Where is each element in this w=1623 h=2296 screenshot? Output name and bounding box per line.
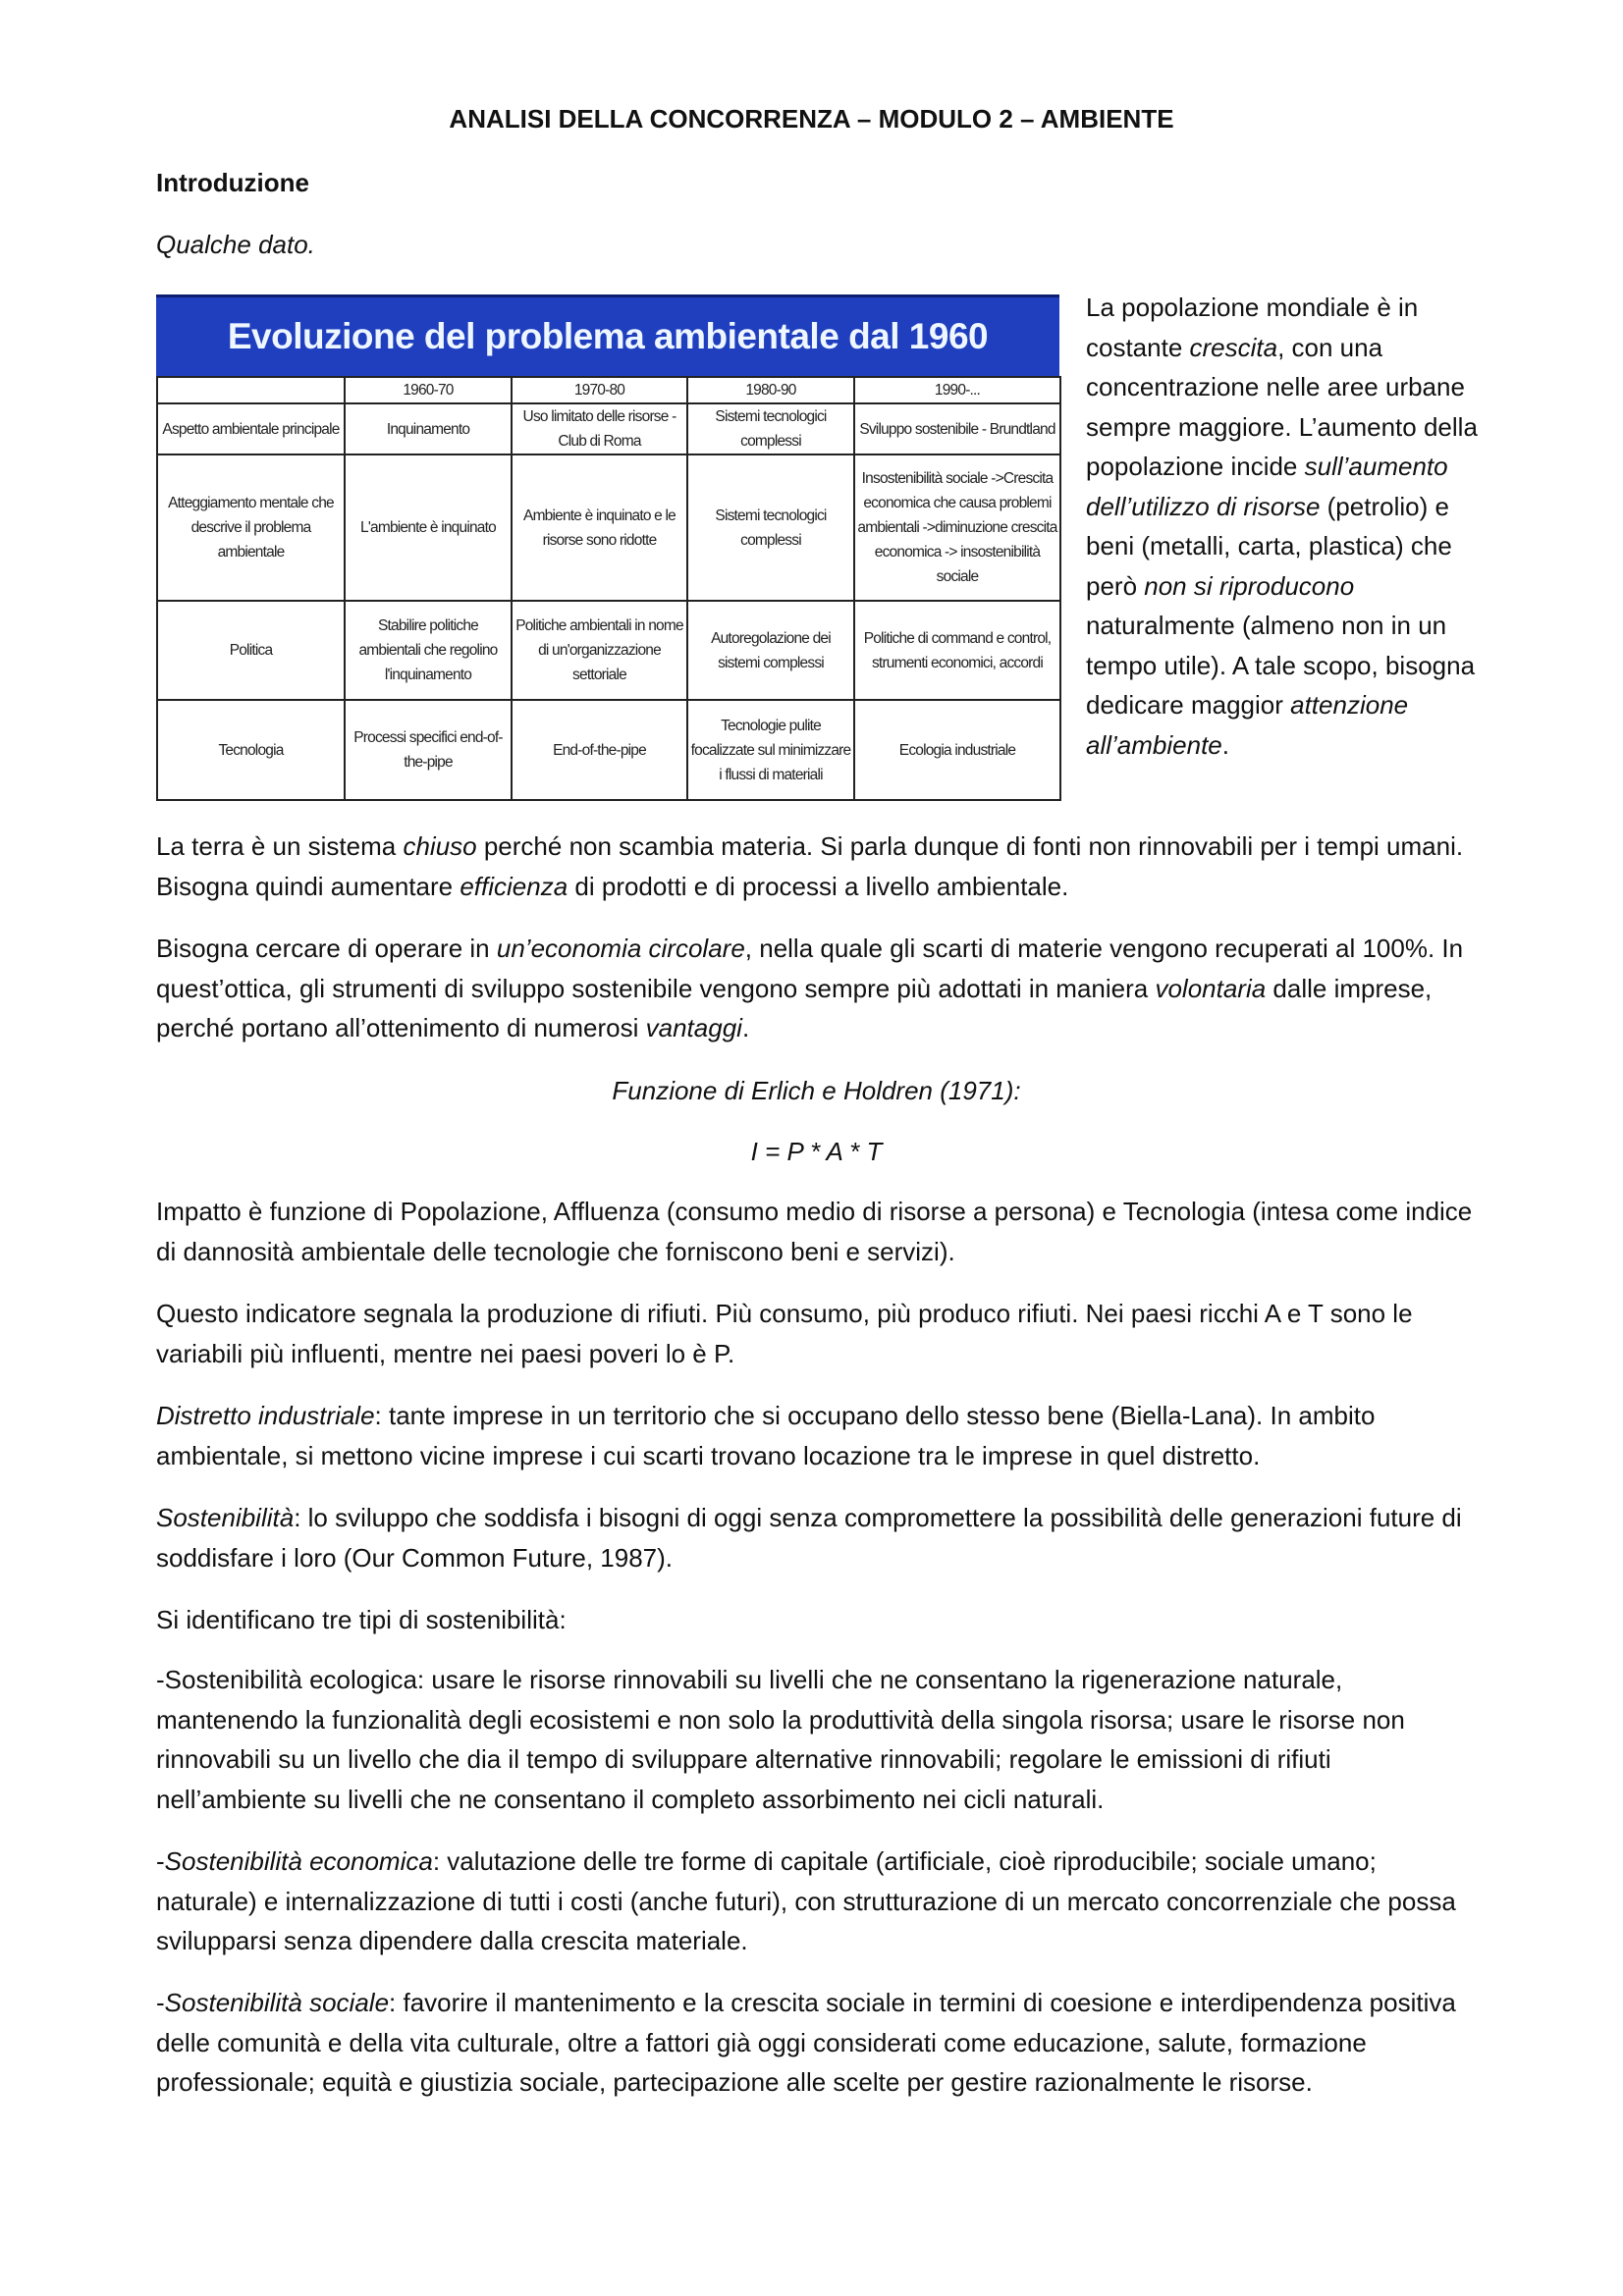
text-run: perché non scambia materia. Si parla dunque di fonti non rinnovabili per i tempi umani. Bisogna quindi aumentare xyxy=(156,831,1464,901)
table-header-row xyxy=(157,377,1060,403)
text-run: Bisogna cercare di operare in xyxy=(156,934,497,963)
evolution-table xyxy=(156,376,1061,801)
table-cell: L'ambiente è inquinato xyxy=(345,454,512,601)
intro-subtitle: Qualche dato. xyxy=(156,230,315,259)
table-cell: Uso limitato delle risorse - Club di Roma xyxy=(512,403,687,454)
text-run: attenzione all’ambiente xyxy=(1086,690,1409,760)
figure-title: Evoluzione del problema ambientale dal 1960 xyxy=(156,294,1059,376)
text-run: non si riproducono xyxy=(1144,570,1355,601)
table-cell: Politiche di command e control, strumenti economici, accordi xyxy=(854,601,1060,700)
table-cell: Sistemi tecnologici complessi xyxy=(687,403,854,454)
text-run: Sostenibilità economica xyxy=(164,1846,433,1876)
text-run: (petrolio) e beni (metalli, carta, plastica) che però xyxy=(1086,491,1452,601)
text-run: naturalmente (almeno non in un tempo utile). A tale scopo, bisogna dedicare maggior xyxy=(1086,611,1476,720)
table-cell: Aspetto ambientale principale xyxy=(157,403,345,454)
paragraph xyxy=(156,1192,1482,1271)
paragraph xyxy=(156,1071,1477,1111)
text-run: sull’aumento dell’utilizzo di risorse xyxy=(1086,452,1448,521)
table-cell: Insostenibilità sociale ->Crescita economica che causa problemi ambientali ->diminuzione crescita economica -> insostenibilità sociale xyxy=(854,454,1060,601)
table-cell: Inquinamento xyxy=(345,403,512,454)
text-run: . xyxy=(741,1013,750,1042)
text-run: La terra è un sistema xyxy=(156,831,404,861)
text-run: , nella quale gli scarti di materie vengono recuperati al 100%. In quest’ottica, gli strumenti di sviluppo sostenibile vengono sempre più adottati in maniera xyxy=(156,934,1464,1003)
column-header: 1990-... xyxy=(854,377,1060,403)
text-run: Si identificano tre tipi di sostenibilità: xyxy=(156,1605,567,1634)
table-row xyxy=(157,403,1060,454)
paragraph xyxy=(156,1842,1482,1961)
table-cell: Stabilire politiche ambientali che regolino l'inquinamento xyxy=(345,601,512,700)
table-cell: Politiche ambientali in nome di un'organizzazione settoriale xyxy=(512,601,687,700)
text-run: : lo sviluppo che soddisfa i bisogni di oggi senza compromettere la possibilità delle generazioni future di soddisfare i loro (Our Common Future, 1987). xyxy=(156,1503,1462,1573)
text-run: I = P * A * T xyxy=(750,1137,883,1166)
text-run: La popolazione mondiale è in costante xyxy=(1086,293,1419,362)
text-run: Distretto industriale xyxy=(156,1401,375,1430)
text-run: : valutazione delle tre forme di capitale (artificiale, cioè riproducibile; sociale umano; naturale) e internalizzazione di tutti i costi (anche futuri), con strutturazione di un mercato concorrenziale che possa svilupparsi senza dipendere dalla crescita materiale. xyxy=(156,1846,1456,1955)
table-row xyxy=(157,601,1060,700)
text-run: . xyxy=(1221,729,1229,760)
text-run: - xyxy=(156,1846,165,1876)
table-cell: Ecologia industriale xyxy=(854,700,1060,800)
side-paragraph xyxy=(1086,288,1498,765)
table-cell: Ambiente è inquinato e le risorse sono ridotte xyxy=(512,454,687,601)
table-cell: Autoregolazione dei sistemi complessi xyxy=(687,601,854,700)
table-cell: Sviluppo sostenibile - Brundtland xyxy=(854,403,1060,454)
text-run: - xyxy=(156,1988,165,2017)
paragraph xyxy=(156,929,1482,1048)
text-run: chiuso xyxy=(403,831,477,861)
table-cell: Tecnologia xyxy=(157,700,345,800)
column-header: 1960-70 xyxy=(345,377,512,403)
table-cell: Sistemi tecnologici complessi xyxy=(687,454,854,601)
text-run: dalle imprese, perché portano all’ottenimento di numerosi xyxy=(156,973,1433,1042)
table-row xyxy=(157,700,1060,800)
text-run: Questo indicatore segnala la produzione di rifiuti. Più consumo, più produco rifiuti. Nei paesi ricchi A e T sono le variabili più influenti, mentre nei paesi poveri lo è P. xyxy=(156,1299,1413,1368)
paragraph xyxy=(156,1660,1482,1819)
text-run: vantaggi xyxy=(645,1013,742,1042)
text-run: volontaria xyxy=(1155,973,1267,1003)
paragraph xyxy=(156,1396,1482,1475)
column-header: 1980-90 xyxy=(687,377,854,403)
text-run: -Sostenibilità ecologica: usare le risorse rinnovabili su livelli che ne consentano la rigenerazione naturale, mantenendo la funzionalità degli ecosistemi e non solo la produttività della singola risorsa; usare le risorse non rinnovabili su un livello che dia il tempo di sviluppare alternative rinnovabili; regolare le emissioni di rifiuti nell’ambiente su livelli che ne consentano il completo assorbimento nei cicli naturali. xyxy=(156,1665,1405,1814)
table-cell: End-of-the-pipe xyxy=(512,700,687,800)
text-run: Sostenibilità xyxy=(156,1503,295,1532)
text-run: , con una concentrazione nelle aree urbane sempre maggiore. L’aumento della popolazione incide xyxy=(1086,332,1478,481)
text-run: un’economia circolare xyxy=(496,934,745,963)
table-cell: Atteggiamento mentale che descrive il problema ambientale xyxy=(157,454,345,601)
paragraph xyxy=(156,827,1482,906)
text-run: crescita xyxy=(1189,332,1278,362)
text-run: efficienza xyxy=(460,871,568,901)
environment-evolution-table-figure xyxy=(156,294,1059,801)
column-header xyxy=(157,377,345,403)
text-run: Funzione di Erlich e Holdren (1971): xyxy=(612,1076,1021,1105)
text-run: Impatto è funzione di Popolazione, Affluenza (consumo medio di risorse a persona) e Tecnologia (intesa come indice di dannosità ambientale delle tecnologie che forniscono beni e servizi). xyxy=(156,1197,1473,1266)
table-cell: Tecnologie pulite focalizzate sul minimizzare i flussi di materiali xyxy=(687,700,854,800)
text-run: Sostenibilità sociale xyxy=(164,1988,390,2017)
text-run: : favorire il mantenimento e la crescita sociale in termini di coesione e interdipendenza positiva delle comunità e della vita culturale, oltre a fattori già oggi considerati come educazione, salute, formazione professionale; equità e giustizia sociale, partecipazione alle scelte per gestire razionalmente le risorse. xyxy=(156,1988,1456,2097)
text-run: di prodotti e di processi a livello ambientale. xyxy=(568,871,1069,901)
table-row xyxy=(157,454,1060,601)
text-run: : tante imprese in un territorio che si occupano dello stesso bene (Biella-Lana). In ambito ambientale, si mettono vicine imprese i cui scarti trovano locazione tra le imprese in quel distretto. xyxy=(156,1401,1376,1470)
paragraph xyxy=(156,1600,1482,1640)
section-heading: Introduzione xyxy=(156,168,309,197)
document-title: ANALISI DELLA CONCORRENZA – MODULO 2 – AMBIENTE xyxy=(449,104,1174,133)
table-cell: Politica xyxy=(157,601,345,700)
paragraph xyxy=(156,1983,1482,2103)
table-cell: Processi specifici end-of-the-pipe xyxy=(345,700,512,800)
paragraph xyxy=(156,1132,1477,1172)
paragraph xyxy=(156,1294,1482,1373)
column-header: 1970-80 xyxy=(512,377,687,403)
paragraph xyxy=(156,1498,1482,1577)
